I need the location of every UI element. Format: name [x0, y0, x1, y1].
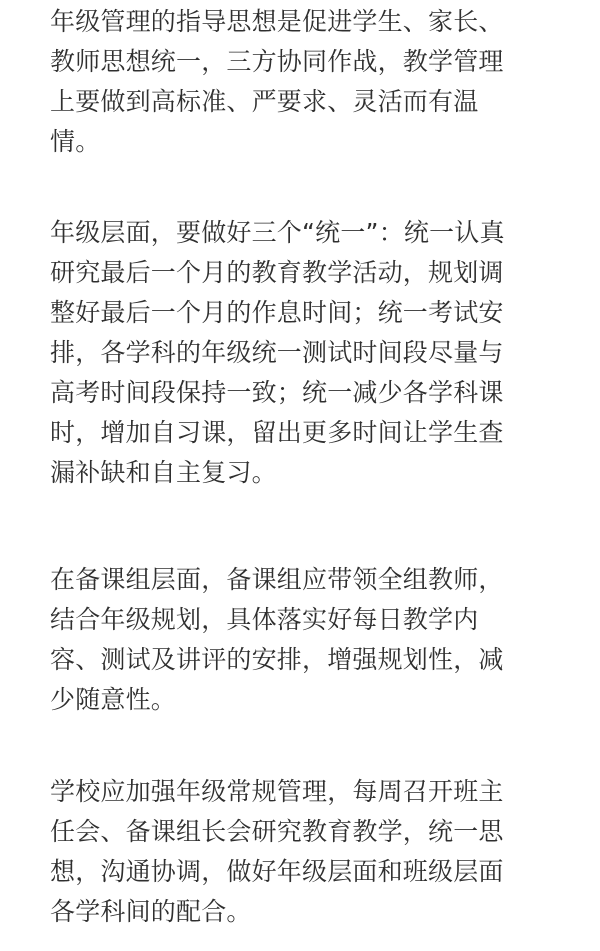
paragraph-1-line-1: 年级管理的指导思想是促进学生、家长、	[50, 7, 504, 36]
paragraph-3-line-1: 在备课组层面，备课组应带领全组教师，	[50, 565, 504, 594]
paragraph-2-line-2: 研究最后一个月的教育教学活动，规划调	[50, 258, 504, 287]
paragraph-2-line-3: 整好最后一个月的作息时间；统一考试安	[50, 298, 504, 327]
paragraph-4-line-4: 各学科间的配合。	[50, 897, 252, 926]
paragraph-3-line-3: 容、测试及讲评的安排，增强规划性，减	[50, 645, 504, 674]
paragraph-1-line-3: 上要做到高标准、严要求、灵活而有温	[50, 87, 479, 116]
paragraph-3-line-2: 结合年级规划，具体落实好每日教学内	[50, 605, 479, 634]
paragraph-1-line-2: 教师思想统一，三方协同作战，教学管理	[50, 47, 504, 76]
paragraph-1-line-4: 情。	[50, 127, 101, 156]
paragraph-4-line-2: 任会、备课组长会研究教育教学，统一思	[50, 817, 504, 846]
paragraph-3-line-4: 少随意性。	[50, 685, 177, 714]
paragraph-2-line-7: 漏补缺和自主复习。	[50, 458, 277, 487]
paragraph-2-line-6: 时，增加自习课，留出更多时间让学生查	[50, 418, 504, 447]
paragraph-2-line-1: 年级层面，要做好三个“统一”：统一认真	[50, 218, 505, 247]
paragraph-2-line-5: 高考时间段保持一致；统一减少各学科课	[50, 378, 504, 407]
paragraph-4-line-1: 学校应加强年级常规管理，每周召开班主	[50, 777, 504, 806]
paragraph-2-line-4: 排，各学科的年级统一测试时间段尽量与	[50, 338, 504, 367]
paragraph-4-line-3: 想，沟通协调，做好年级层面和班级层面	[50, 857, 504, 886]
